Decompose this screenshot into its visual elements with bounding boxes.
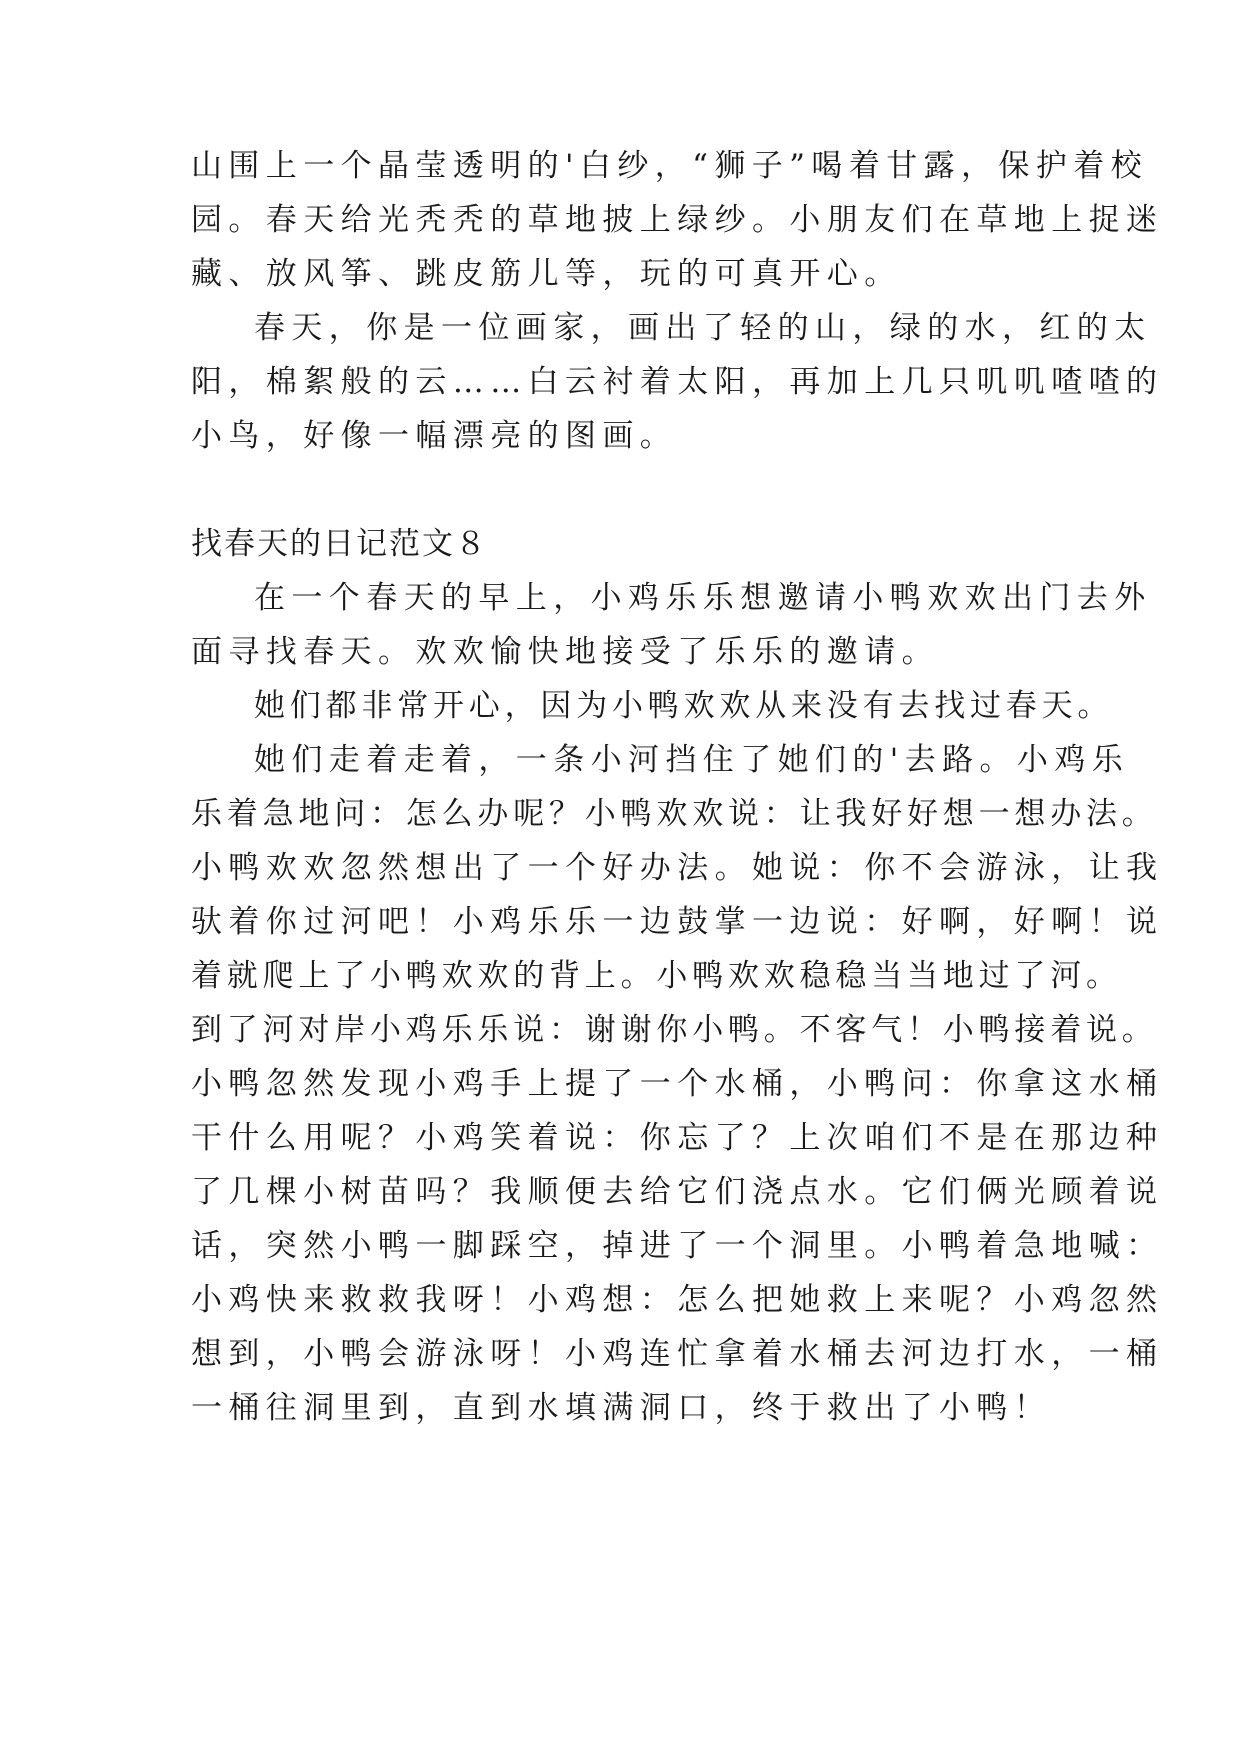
paragraph-line: 小鸟，好像一幅漂亮的图画。 xyxy=(191,418,678,454)
section-title: 找春天的日记范文８ xyxy=(191,526,488,562)
paragraph-line: 驮着你过河吧！小鸡乐乐一边鼓掌一边说：好啊，好啊！说 xyxy=(191,904,1164,940)
paragraph-line: 面寻找春天。欢欢愉快地接受了乐乐的邀请。 xyxy=(191,634,939,670)
paragraph-line: 阳，棉絮般的云……白云衬着太阳，再加上几只叽叽喳喳的 xyxy=(191,364,1164,400)
paragraph-line: 在一个春天的早上，小鸡乐乐想邀请小鸭欢欢出门去外 xyxy=(254,580,1152,616)
paragraph-line: 小鸭忽然发现小鸡手上提了一个水桶，小鸭问：你拿这水桶 xyxy=(191,1066,1164,1102)
paragraph-line: 了几棵小树苗吗？我顺便去给它们浇点水。它们俩光顾着说 xyxy=(191,1174,1164,1210)
paragraph-line: 乐着急地问：怎么办呢？小鸭欢欢说：让我好好想一想办法。 xyxy=(191,796,1158,832)
paragraph-line: 小鸡快来救救我呀！小鸡想：怎么把她救上来呢？小鸡忽然 xyxy=(191,1282,1164,1318)
paragraph-line: 到了河对岸小鸡乐乐说：谢谢你小鸭。不客气！小鸭接着说。 xyxy=(191,1012,1158,1048)
paragraph-line: 春天，你是一位画家，画出了轻的山，绿的水，红的太 xyxy=(254,310,1152,346)
paragraph-line: 着就爬上了小鸭欢欢的背上。小鸭欢欢稳稳当当地过了河。 xyxy=(191,958,1122,994)
paragraph-line: 山围上一个晶莹透明的'白纱，“狮子”喝着甘露，保护着校 xyxy=(191,148,1149,184)
paragraph-line: 她们都非常开心，因为小鸭欢欢从来没有去找过春天。 xyxy=(254,688,1114,724)
paragraph-line: 话，突然小鸭一脚踩空，掉进了一个洞里。小鸭着急地喊： xyxy=(191,1228,1164,1264)
paragraph-line: 小鸭欢欢忽然想出了一个好办法。她说：你不会游泳，让我 xyxy=(191,850,1164,886)
paragraph-line: 园。春天给光秃秃的草地披上绿纱。小朋友们在草地上捉迷 xyxy=(191,202,1164,238)
paragraph-line: 一桶往洞里到，直到水填满洞口，终于救出了小鸭！ xyxy=(191,1390,1052,1426)
paragraph-line: 干什么用呢？小鸡笑着说：你忘了？上次咱们不是在那边种 xyxy=(191,1120,1164,1156)
paragraph-line: 她们走着走着，一条小河挡住了她们的'去路。小鸡乐 xyxy=(254,742,1130,778)
paragraph-line: 藏、放风筝、跳皮筋儿等，玩的可真开心。 xyxy=(191,256,902,292)
paragraph-line: 想到，小鸭会游泳呀！小鸡连忙拿着水桶去河边打水，一桶 xyxy=(191,1336,1164,1372)
